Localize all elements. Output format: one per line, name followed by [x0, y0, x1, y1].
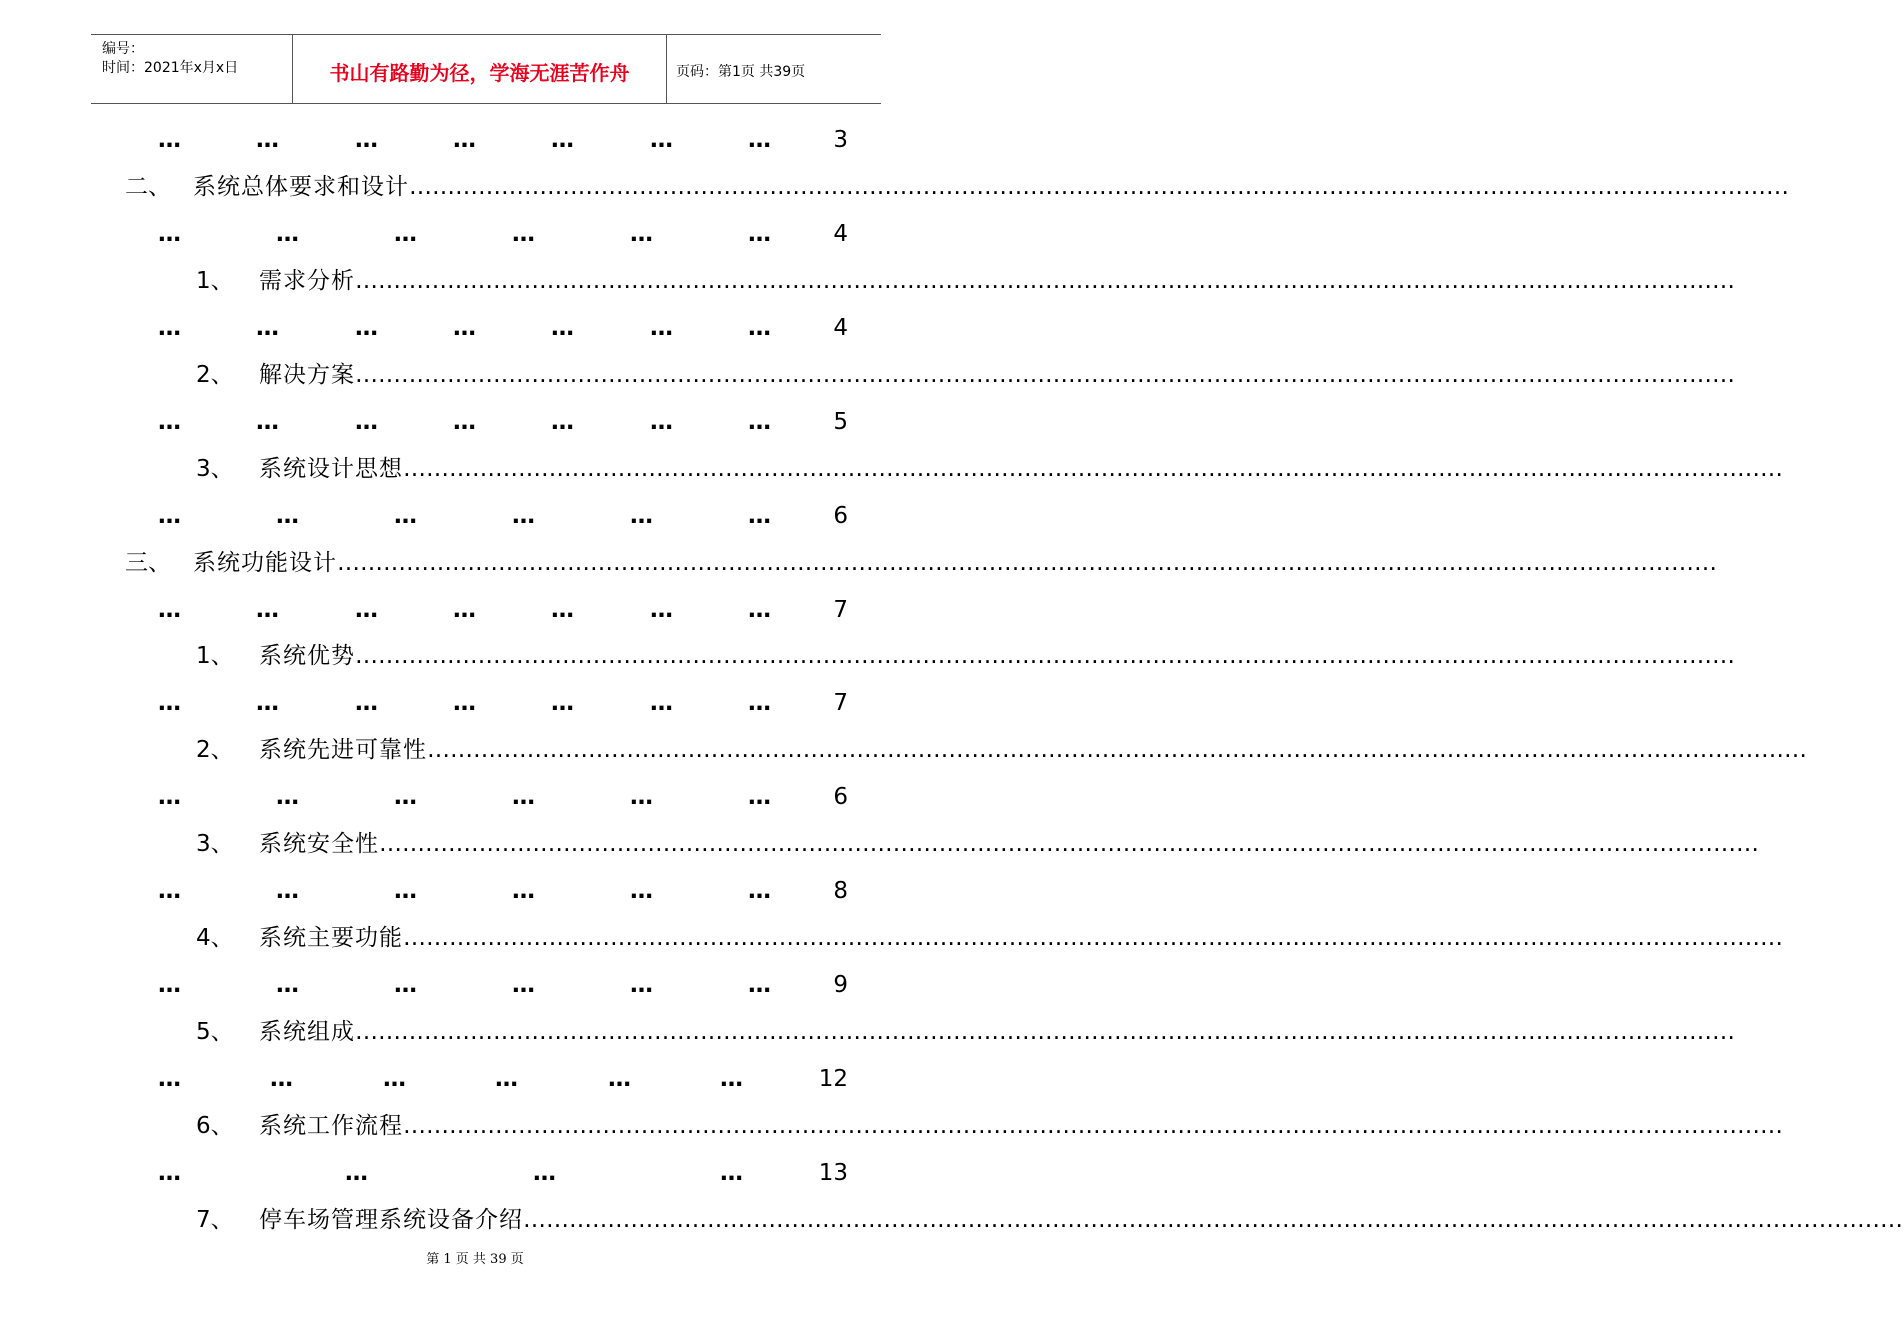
toc-entry[interactable] [0, 1200, 1903, 1240]
toc-dot: … [394, 972, 417, 998]
toc-entry-title: 系统工作流程 [259, 1113, 403, 1139]
toc-page-number: 4 [833, 315, 848, 341]
toc-dot: … [394, 784, 417, 810]
toc-dot: … [276, 784, 299, 810]
header-page-info: 页码：第1页 共39页 [676, 64, 806, 80]
toc-dot: … [650, 409, 673, 435]
toc-leader-dots: ……………………………………………………………………………………………………………………………………………………………… [337, 550, 1717, 576]
toc-leader-dots: ……………………………………………………………………………………………………………………………………………………………… [403, 1113, 1783, 1139]
toc-dot: … [394, 503, 417, 529]
toc-dot: … [630, 784, 653, 810]
toc-dot: … [158, 127, 181, 153]
toc-entry[interactable] [0, 918, 1783, 958]
toc-dot: … [256, 597, 279, 623]
toc-dot: … [630, 221, 653, 247]
toc-entry-number: 2、 [196, 362, 234, 388]
toc-entry-title: 系统主要功能 [259, 925, 403, 951]
toc-page-number: 3 [833, 127, 848, 153]
toc-dot: … [158, 878, 181, 904]
toc-entry[interactable] [0, 636, 1735, 676]
toc-dot: … [551, 315, 574, 341]
toc-entry[interactable] [0, 543, 1717, 583]
toc-entry-number: 三、 [125, 550, 171, 576]
toc-dot: … [158, 503, 181, 529]
toc-entry-title: 系统组成 [259, 1019, 355, 1045]
toc-entry-title: 系统总体要求和设计 [193, 174, 409, 200]
toc-entry[interactable] [0, 730, 1807, 770]
toc-dot: … [650, 690, 673, 716]
toc-entry-number: 4、 [196, 925, 234, 951]
toc-leader-dots: ……………………………………………………………………………………………………………………………………………………………… [355, 643, 1735, 669]
toc-dot: … [158, 1160, 181, 1186]
toc-entry[interactable] [0, 824, 1759, 864]
toc-dot: … [748, 690, 771, 716]
toc-dot: … [276, 972, 299, 998]
toc-dot: … [650, 127, 673, 153]
toc-entry-number: 5、 [196, 1019, 234, 1045]
toc-dot: … [748, 972, 771, 998]
toc-dot: … [394, 221, 417, 247]
page-footer: 第 1 页 共 39 页 [426, 1252, 524, 1267]
toc-entry-title: 系统安全性 [259, 831, 379, 857]
toc-leader-dots: ……………………………………………………………………………………………………………………………………………………………… [403, 456, 1783, 482]
toc-dot: … [158, 221, 181, 247]
toc-dot-row [0, 590, 950, 630]
toc-page-number: 9 [833, 972, 848, 998]
toc-leader-dots: ……………………………………………………………………………………………………………………………………………………………… [355, 1019, 1735, 1045]
toc-leader-dots: ……………………………………………………………………………………………………………………………………………………………… [379, 831, 1759, 857]
toc-dot: … [158, 784, 181, 810]
toc-dot: … [345, 1160, 368, 1186]
toc-dot-row [0, 965, 950, 1005]
toc-dot: … [355, 597, 378, 623]
toc-dot: … [608, 1066, 631, 1092]
toc-dot: … [650, 597, 673, 623]
toc-dot: … [748, 597, 771, 623]
toc-dot: … [276, 221, 299, 247]
toc-page-number: 6 [833, 503, 848, 529]
page-header [91, 34, 881, 104]
toc-page-number: 5 [833, 409, 848, 435]
toc-page-number: 12 [818, 1066, 848, 1092]
toc-dot: … [748, 221, 771, 247]
toc-entry-title: 需求分析 [259, 268, 355, 294]
toc-dot: … [453, 690, 476, 716]
toc-dot: … [512, 972, 535, 998]
toc-dot: … [512, 221, 535, 247]
toc-entry-number: 1、 [196, 268, 234, 294]
header-page-cell [667, 35, 881, 103]
toc-page-number: 13 [818, 1160, 848, 1186]
toc-dot: … [355, 409, 378, 435]
toc-entry-number: 6、 [196, 1113, 234, 1139]
toc-dot: … [158, 409, 181, 435]
header-meta-cell [91, 35, 293, 103]
toc-dot: … [748, 315, 771, 341]
toc-entry-number: 二、 [125, 174, 171, 200]
header-motto-cell [293, 35, 667, 103]
toc-dot: … [158, 315, 181, 341]
toc-entry-number: 3、 [196, 456, 234, 482]
document-date-label: 时间：2021年x月x日 [102, 60, 239, 76]
toc-dot: … [551, 597, 574, 623]
toc-dot: … [512, 878, 535, 904]
toc-dot: … [158, 972, 181, 998]
toc-dot: … [533, 1160, 556, 1186]
toc-dot: … [720, 1160, 743, 1186]
toc-entry-number: 7、 [196, 1207, 234, 1233]
toc-entry-title: 系统先进可靠性 [259, 737, 427, 763]
toc-entry[interactable] [0, 1106, 1783, 1146]
toc-dot: … [270, 1066, 293, 1092]
toc-entry-number: 3、 [196, 831, 234, 857]
toc-dot: … [551, 690, 574, 716]
toc-dot: … [748, 409, 771, 435]
toc-dot: … [495, 1066, 518, 1092]
toc-dot: … [551, 409, 574, 435]
toc-dot-row [0, 214, 950, 254]
toc-dot: … [256, 127, 279, 153]
toc-dot: … [276, 878, 299, 904]
toc-entry-title: 系统功能设计 [193, 550, 337, 576]
toc-leader-dots: ……………………………………………………………………………………………………………………………………………………………… [409, 174, 1789, 200]
toc-leader-dots: ……………………………………………………………………………………………………………………………………………………………… [355, 268, 1735, 294]
toc-dot: … [720, 1066, 743, 1092]
toc-entry[interactable] [0, 1012, 1735, 1052]
document-number-label: 编号： [102, 41, 144, 57]
toc-entry-title: 系统设计思想 [259, 456, 403, 482]
toc-dot: … [355, 127, 378, 153]
toc-dot: … [158, 1066, 181, 1092]
toc-entry[interactable] [0, 449, 1783, 489]
toc-entry-number: 2、 [196, 737, 234, 763]
toc-dot-row [0, 402, 950, 442]
toc-dot: … [512, 503, 535, 529]
toc-dot: … [383, 1066, 406, 1092]
toc-dot: … [256, 690, 279, 716]
toc-leader-dots: ……………………………………………………………………………………………………………………………………………………………… [523, 1207, 1903, 1233]
toc-dot: … [453, 315, 476, 341]
toc-dot: … [158, 597, 181, 623]
toc-dot-row [0, 120, 950, 160]
toc-dot: … [256, 315, 279, 341]
toc-dot-row [0, 1153, 950, 1193]
toc-dot: … [453, 127, 476, 153]
toc-dot-row [0, 1059, 950, 1099]
toc-page-number: 4 [833, 221, 848, 247]
toc-entry-title: 系统优势 [259, 643, 355, 669]
toc-dot: … [551, 127, 574, 153]
toc-entry-number: 1、 [196, 643, 234, 669]
toc-leader-dots: ……………………………………………………………………………………………………………………………………………………………… [355, 362, 1735, 388]
toc-dot-row [0, 777, 950, 817]
toc-entry[interactable] [0, 261, 1735, 301]
toc-dot: … [512, 784, 535, 810]
toc-dot: … [276, 503, 299, 529]
toc-dot: … [748, 503, 771, 529]
toc-dot: … [394, 878, 417, 904]
toc-dot: … [453, 409, 476, 435]
toc-dot: … [355, 690, 378, 716]
toc-dot-row [0, 683, 950, 723]
toc-dot: … [650, 315, 673, 341]
toc-page-number: 6 [833, 784, 848, 810]
toc-dot: … [630, 503, 653, 529]
toc-entry-title: 停车场管理系统设备介绍 [259, 1207, 523, 1233]
toc-dot: … [355, 315, 378, 341]
toc-dot: … [748, 878, 771, 904]
header-motto: 书山有路勤为径，学海无涯苦作舟 [329, 61, 630, 85]
toc-leader-dots: ……………………………………………………………………………………………………………………………………………………………… [403, 925, 1783, 951]
toc-page-number: 7 [833, 690, 848, 716]
toc-page-number: 7 [833, 597, 848, 623]
toc-dot-row [0, 496, 950, 536]
toc-dot: … [256, 409, 279, 435]
toc-dot-row [0, 871, 950, 911]
toc-entry-title: 解决方案 [259, 362, 355, 388]
toc-dot-row [0, 308, 950, 348]
toc-dot: … [630, 972, 653, 998]
toc-page-number: 8 [833, 878, 848, 904]
toc-dot: … [453, 597, 476, 623]
toc-dot: … [748, 784, 771, 810]
toc-dot: … [748, 127, 771, 153]
toc-entry[interactable] [0, 167, 1789, 207]
toc-entry[interactable] [0, 355, 1735, 395]
toc-leader-dots: ……………………………………………………………………………………………………………………………………………………………… [427, 737, 1807, 763]
toc-dot: … [158, 690, 181, 716]
toc-dot: … [630, 878, 653, 904]
